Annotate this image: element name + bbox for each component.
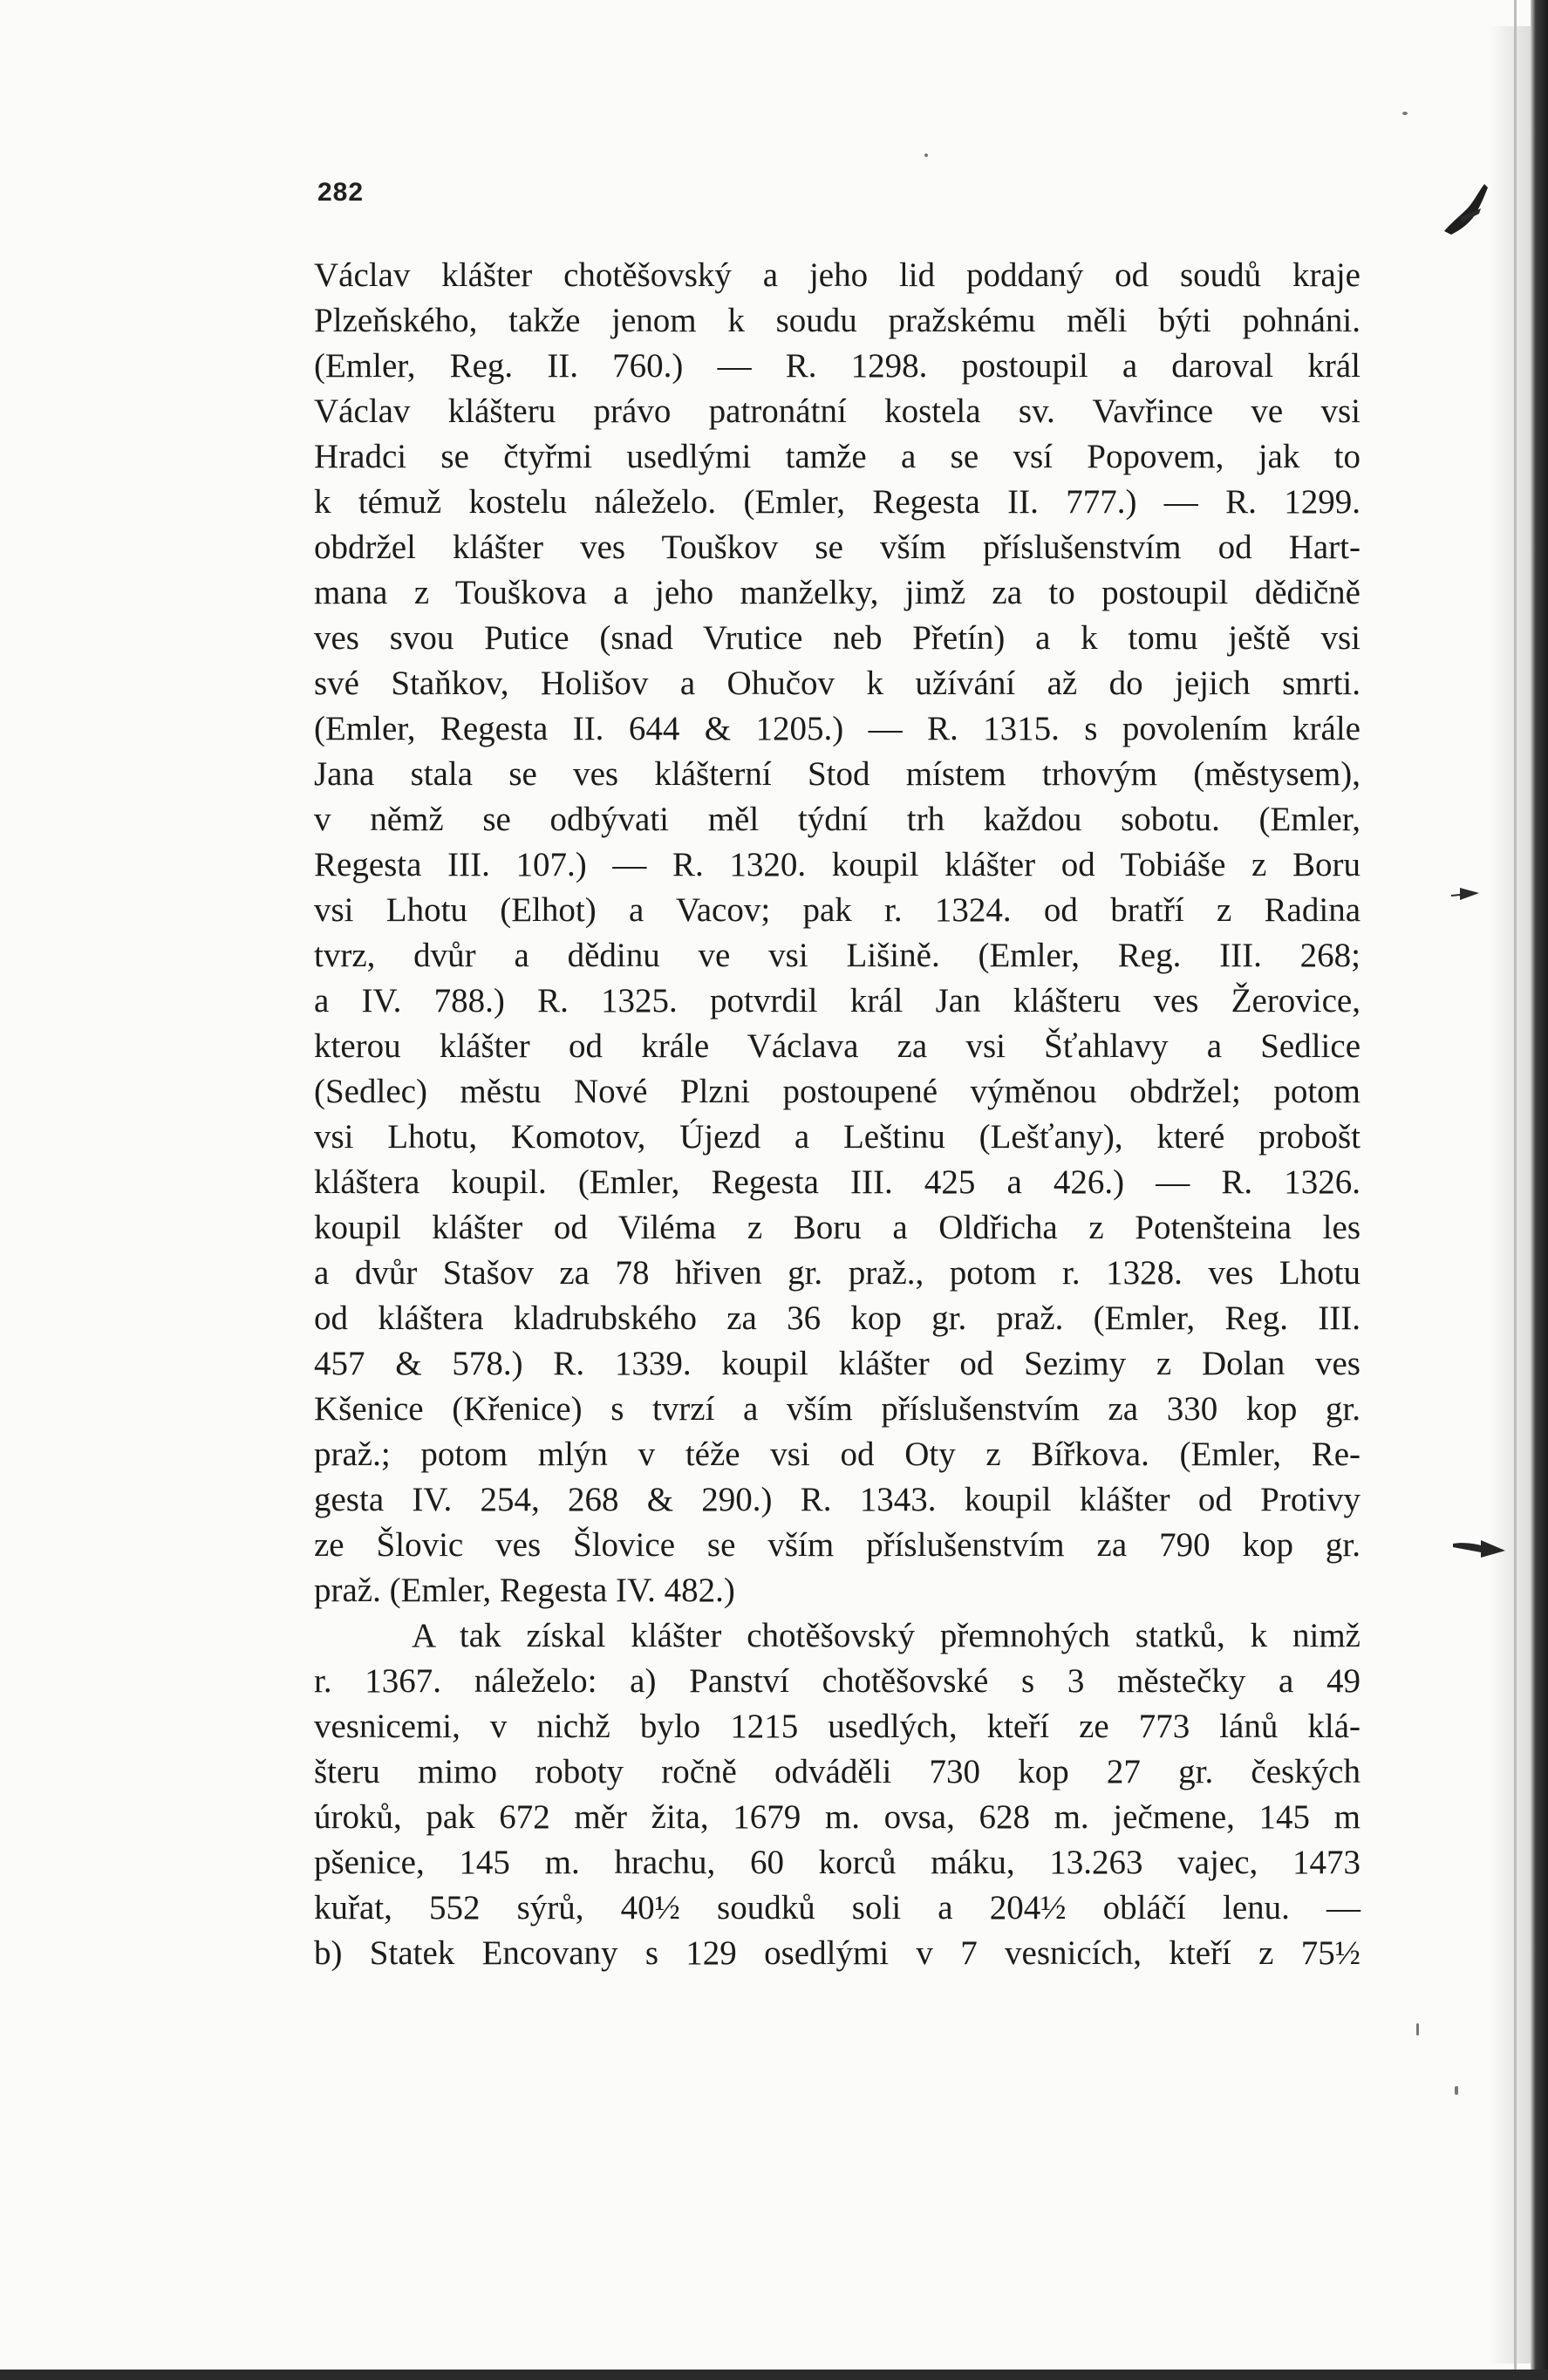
- text-line: Jana stala se ves klášterní Stod místem trhovým (městysem),: [314, 755, 1360, 793]
- text-line: k témuž kostelu náleželo. (Emler, Regesta II. 777.) — R. 1299.: [314, 483, 1360, 521]
- text-line: Hradci se čtyřmi usedlými tamže a se vsí Popovem, jak to: [314, 438, 1360, 475]
- text-line: praž.; potom mlýn v téže vsi od Oty z Bířkova. (Emler, Re-: [314, 1436, 1360, 1473]
- text-line: vesnicemi, v nichž bylo 1215 usedlých, kteří ze 773 lánů klá-: [314, 1708, 1360, 1745]
- page-number: 282: [317, 178, 365, 207]
- text-line: v němž se odbývati měl týdní trh každou sobotu. (Emler,: [314, 801, 1360, 838]
- scan-speck: [924, 153, 928, 157]
- text-line: obdržel klášter ves Touškov se vším příslušenstvím od Hart-: [314, 529, 1360, 566]
- text-line: Regesta III. 107.) — R. 1320. koupil klášter od Tobiáše z Boru: [314, 846, 1360, 883]
- text-line: Václav klášter chotěšovský a jeho lid poddaný od soudů kraje: [314, 256, 1360, 294]
- text-line: šteru mimo roboty ročně odváděli 730 kop 27 gr. českých: [314, 1753, 1360, 1790]
- text-line: kterou klášter od krále Václava za vsi Šťahlavy a Sedlice: [314, 1027, 1360, 1065]
- text-line: mana z Touškova a jeho manželky, jimž za to postoupil dědičně: [314, 574, 1360, 611]
- body-text: [314, 253, 1360, 1976]
- text-line: od kláštera kladrubského za 36 kop gr. praž. (Emler, Reg. III.: [314, 1299, 1360, 1337]
- margin-ink-mark: [1441, 179, 1497, 236]
- text-line: (Sedlec) městu Nové Plzni postoupené výměnou obdržel; potom: [314, 1073, 1360, 1110]
- scan-speck: [1402, 112, 1408, 115]
- text-line: koupil klášter od Viléma z Boru a Oldřicha z Potenšteina les: [314, 1209, 1360, 1246]
- margin-arrow-mark: [1451, 1535, 1507, 1561]
- text-line: (Emler, Reg. II. 760.) — R. 1298. postoupil a daroval král: [314, 347, 1360, 385]
- margin-arrow-mark: [1449, 883, 1481, 904]
- text-line: Kšenice (Křenice) s tvrzí a vším příslušenstvím za 330 kop gr.: [314, 1390, 1360, 1428]
- text-line: a IV. 788.) R. 1325. potvrdil král Jan klášteru ves Žerovice,: [314, 982, 1360, 1020]
- text-line: Plzeňského, takže jenom k soudu pražskému měli býti pohnáni.: [314, 302, 1360, 339]
- text-line: r. 1367. náleželo: a) Panství chotěšovské s 3 městečky a 49: [314, 1662, 1360, 1700]
- scan-speck: [1455, 2086, 1458, 2095]
- paragraph-end-line: praž. (Emler, Regesta IV. 482.): [314, 1572, 735, 1609]
- scan-speck: [1416, 2023, 1419, 2036]
- text-line: pšenice, 145 m. hrachu, 60 korců máku, 13.263 vajec, 1473: [314, 1844, 1360, 1881]
- text-line: gesta IV. 254, 268 & 290.) R. 1343. koupil klášter od Protivy: [314, 1481, 1360, 1518]
- paragraph-start-line: A tak získal klášter chotěšovský přemnohých statků, k nimž: [412, 1617, 1360, 1654]
- text-line: 457 & 578.) R. 1339. koupil klášter od Sezimy z Dolan ves: [314, 1345, 1360, 1382]
- text-line: tvrz, dvůr a dědinu ve vsi Lišině. (Emler, Reg. III. 268;: [314, 937, 1360, 974]
- text-line: ves svou Putice (snad Vrutice neb Přetín) a k tomu ještě vsi: [314, 619, 1360, 657]
- text-line: b) Statek Encovany s 129 osedlými v 7 vesnicích, kteří z 75½: [314, 1934, 1360, 1972]
- text-line: úroků, pak 672 měr žita, 1679 m. ovsa, 628 m. ječmene, 145 m: [314, 1798, 1360, 1836]
- text-line: Václav klášteru právo patronátní kostela sv. Vavřince ve vsi: [314, 392, 1360, 430]
- scan-edge-bottom: [0, 2370, 1548, 2380]
- page-edge-line: [1514, 0, 1517, 2380]
- text-line: vsi Lhotu, Komotov, Újezd a Leštinu (Lešťany), které probošt: [314, 1118, 1360, 1156]
- scan-edge-right: [1531, 0, 1548, 2380]
- text-line: (Emler, Regesta II. 644 & 1205.) — R. 1315. s povolením krále: [314, 710, 1360, 747]
- spine-shadow: [1489, 26, 1531, 2363]
- text-line: kuřat, 552 sýrů, 40½ soudků soli a 204½ obláčí lenu. —: [314, 1889, 1360, 1927]
- text-line: své Staňkov, Holišov a Ohučov k užívání až do jejich smrti.: [314, 665, 1360, 702]
- text-line: a dvůr Stašov za 78 hřiven gr. praž., potom r. 1328. ves Lhotu: [314, 1254, 1360, 1292]
- text-line: vsi Lhotu (Elhot) a Vacov; pak r. 1324. od bratří z Radina: [314, 891, 1360, 929]
- text-line: kláštera koupil. (Emler, Regesta III. 425 a 426.) — R. 1326.: [314, 1163, 1360, 1201]
- text-line: ze Šlovic ves Šlovice se vším příslušenstvím za 790 kop gr.: [314, 1526, 1360, 1564]
